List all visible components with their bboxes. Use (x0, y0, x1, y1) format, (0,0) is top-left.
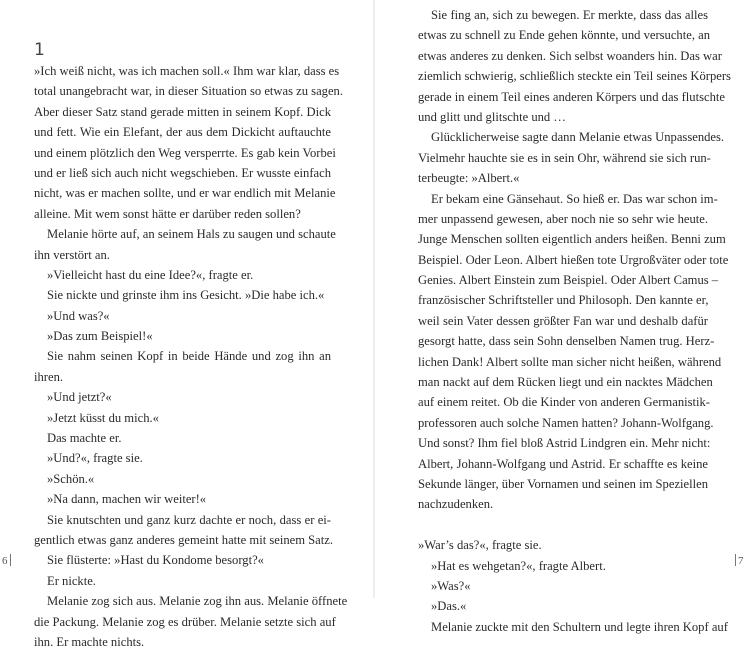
text-line: »Was?« (431, 578, 471, 593)
text-line: Er nickte. (47, 573, 96, 588)
text-line: Melanie hörte auf, an seinem Hals zu saugen und schaute (47, 227, 336, 242)
text-line: nicht, was er machen sollte, und er war endlich mit Melanie (34, 186, 336, 201)
text-line: und fett. Wie ein Elefant, der aus dem Dickicht auftauchte (34, 125, 331, 140)
text-line: gesorgt hatte, dass sein Sohn denselben Namen trug. Herz- (418, 334, 715, 349)
text-line: lichen Dank! Albert sollte man sicher nicht heißen, während (418, 354, 722, 369)
text-line: Sie flüsterte: »Hast du Kondome besorgt?« (47, 553, 264, 568)
text-line: »Das.« (431, 599, 467, 614)
text-line: gerade in einem Teil eines anderen Körpers und das flutschte (418, 89, 725, 104)
right-page-body-text (418, 5, 731, 637)
text-line: Sie nahm seinen Kopf in beide Hände und zog ihn an (47, 349, 331, 364)
text-line: Sie knutschten und ganz kurz dachte er noch, dass er ei- (47, 512, 331, 527)
text-line: Glücklicherweise sagte dann Melanie etwas Unpassendes. (431, 130, 725, 145)
text-line: Sie nickte und grinste ihm ins Gesicht. »Die habe ich.« (47, 288, 325, 303)
text-line: ziemlich schwierig, schließlich steckte ein Teil seines Körpers (418, 69, 731, 84)
text-line: Sie fing an, sich zu bewegen. Er merkte, dass das alles (431, 8, 708, 22)
text-line: terbeugte: »Albert.« (418, 171, 520, 186)
text-line: und glitt und glitschte und … (418, 109, 566, 124)
text-line: etwas zu schnell zu Ende gehen könnte, und versuchte, an (418, 28, 711, 43)
text-line: die Packung. Melanie zog es drüber. Melanie setzte sich auf (34, 614, 336, 629)
right-page-number-value: 7 (738, 555, 744, 567)
text-line: »Jetzt küsst du mich.« (47, 410, 159, 425)
text-line: gentlich etwas ganz anderes gemeint hatte mit seinem Satz. (34, 532, 333, 547)
left-page (0, 0, 374, 649)
right-page-number (733, 554, 744, 567)
text-line: ihren. (34, 369, 64, 384)
folio-rule (735, 554, 736, 566)
text-line: Genies. Albert Einstein zum Beispiel. Oder Albert Camus – (418, 273, 719, 288)
text-line: Und sonst? Ihm fiel bloß Astrid Lindgren ein. Mehr nicht: (418, 436, 711, 451)
text-line: Junge Menschen sollten eigentlich anders heißen. Benni zum (418, 232, 726, 247)
text-line: »Das zum Beispiel!« (47, 329, 153, 344)
text-line: Er bekam eine Gänsehaut. So hieß er. Das war schon im- (431, 191, 718, 206)
text-line: mer unpassend gewesen, aber noch nie so sehr wie heute. (418, 211, 708, 226)
text-line: und einem plötzlich den Weg versperrte. Es gab kein Vorbei (34, 145, 336, 160)
left-page-number-value: 6 (2, 555, 8, 567)
text-line: weil sein Vater dessen größter Fan war und deshalb dafür (418, 313, 708, 328)
text-line: auf einem reitet. Ob die Kinder von anderen Germanistik- (418, 395, 710, 410)
text-line: Melanie zog sich aus. Melanie zog ihn aus. Melanie öffnete (47, 594, 348, 609)
text-line: »Schön.« (47, 471, 95, 486)
text-line: Albert, Johann-Wolfgang und Astrid. Er schaffte es keine (418, 456, 708, 471)
text-line: alleine. Mit wem sonst hätte er darüber reden sollen? (34, 206, 301, 221)
text-line: und er ließ sich auch nicht wegschieben. Er wusste einfach (34, 165, 331, 180)
text-line: total unangebracht war, in dieser Situation so etwas zu sagen. (34, 84, 344, 99)
text-line: man nackt auf dem Rücken liegt und ein nacktes Mädchen (418, 375, 713, 390)
text-line: Vielmehr hauchte sie es in sein Ohr, während sie sich run- (418, 150, 711, 165)
text-line: ihn verstört an. (34, 247, 110, 262)
text-line: ihn. Er machte nichts. (34, 634, 145, 649)
text-line (418, 515, 708, 535)
text-line: »War’s das?«, fragte sie. (418, 538, 542, 553)
chapter-number: 1 (34, 40, 45, 60)
text-line: französischer Schriftsteller und Philosoph. Den kannte er, (418, 293, 709, 308)
text-line: Melanie zuckte mit den Schultern und legte ihren Kopf auf (431, 619, 728, 634)
text-line: »Na dann, machen wir weiter!« (47, 492, 207, 507)
folio-rule (10, 554, 11, 566)
text-line: »Ich weiß nicht, was ich machen soll.« Ihm war klar, dass es (34, 64, 340, 78)
left-page-number (2, 554, 13, 567)
text-line: Beispiel. Oder Leon. Albert hießen tote Urgroßväter oder tote (418, 252, 729, 267)
text-line: »Und?«, fragte sie. (47, 451, 143, 466)
text-line: Aber dieser Satz stand gerade mitten in seinem Kopf. Dick (34, 104, 331, 119)
text-line: »Und jetzt?« (47, 390, 112, 405)
text-line: Sekunde länger, über Vornamen und seinen im Speziellen (418, 476, 709, 491)
text-line: Das machte er. (47, 431, 122, 446)
text-line: etwas anderes zu denken. Sich selbst woanders hin. Das war (418, 48, 722, 63)
text-line: nachzudenken. (418, 497, 494, 512)
left-page-body-text (34, 61, 348, 652)
text-line: »Hat es wehgetan?«, fragte Albert. (431, 558, 606, 573)
text-line: »Vielleicht hast du eine Idee?«, fragte er. (47, 267, 254, 282)
text-line: professoren auch solche Namen hatten? Johann-Wolfgang. (418, 415, 714, 430)
text-line: »Und was?« (47, 308, 110, 323)
